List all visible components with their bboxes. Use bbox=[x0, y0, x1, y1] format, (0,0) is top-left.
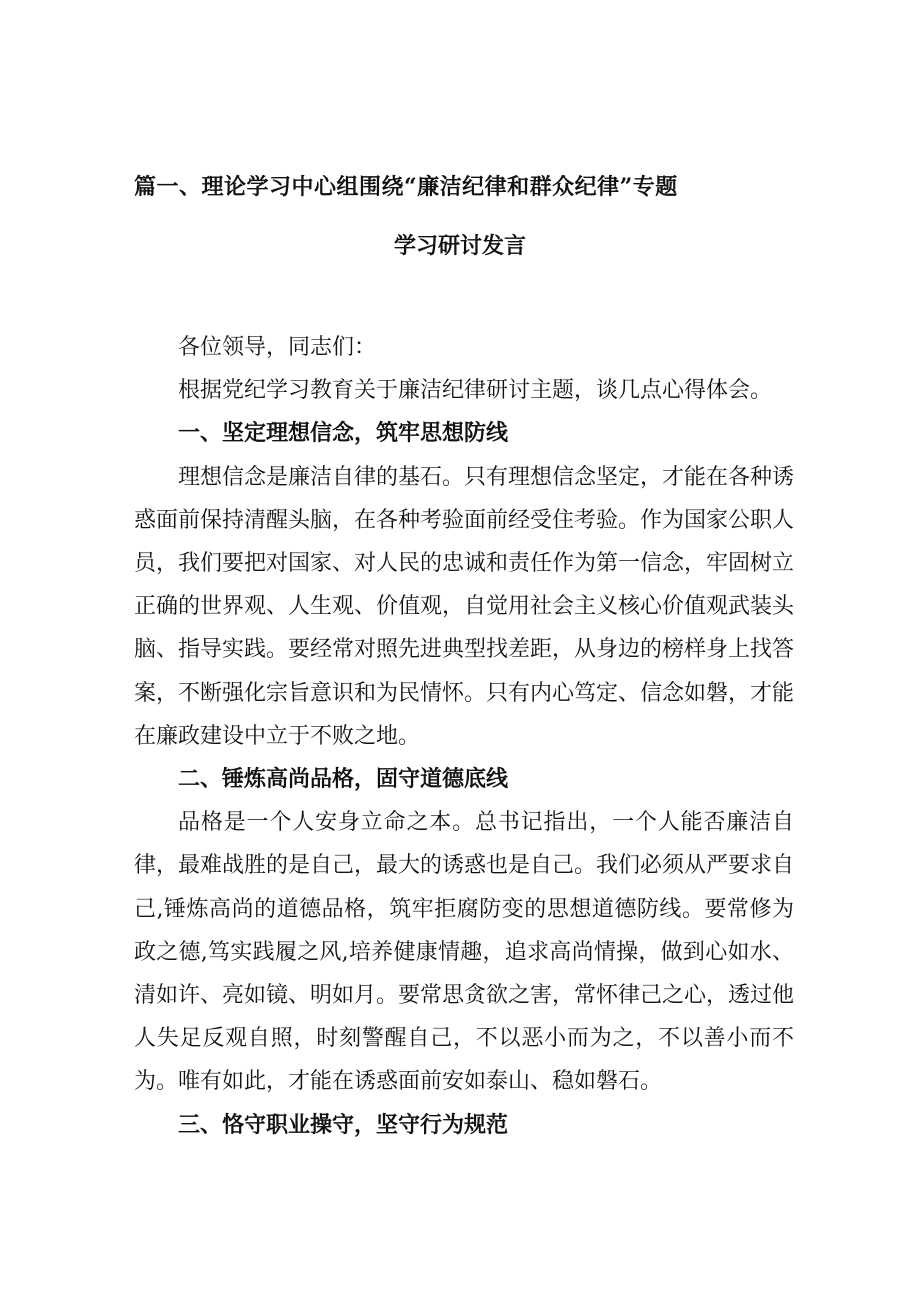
salutation: 各位领导，同志们： bbox=[178, 335, 377, 360]
intro-paragraph: 根据党纪学习教育关于廉洁纪律研讨主题，谈几点心得体会。 bbox=[178, 378, 773, 404]
section-paragraph-1: 理想信念是廉洁自律的基石。只有理想信念坚定，才能在各种诱惑面前保持清醒头脑，在各种考验面前经受住考验。作为国家公职人员，我们要把对国家、对人民的忠诚和责任作为第一信念，牢固树立正确的世界观、人生观、价值观，自觉用社会主义核心价值观武装头脑、指导实践。要经常对照先进典型找差距，从身边的榜样身上找答案，不断强化宗旨意识和为民情怀。只有内心笃定、信念如磐，才能在廉政建设中立于不败之地。 bbox=[134, 464, 795, 749]
document-title-line2: 学习研讨发言 bbox=[393, 233, 526, 259]
section-heading-2: 二、锤炼高尚品格，固守道德底线 bbox=[178, 766, 509, 793]
document-body bbox=[134, 326, 794, 1147]
document-title-line1: 篇一、理论学习中心组围绕“廉洁纪律和群众纪律”专题 bbox=[134, 174, 678, 200]
section-paragraph-2: 品格是一个人安身立命之本。总书记指出，一个人能否廉洁自律，最难战胜的是自己，最大的诱惑也是自己。我们必须从严要求自己,锤炼高尚的道德品格，筑牢拒腐防变的思想道德防线。要常修为政之德,笃实践履之风,培养健康情趣，追求高尚情操，做到心如水、清如许、亮如镜、明如月。要常思贪欲之害，常怀律己之心，透过他人失足反观自照，时刻警醒自己，不以恶小而为之，不以善小而不为。唯有如此，才能在诱惑面前安如泰山、稳如磐石。 bbox=[134, 810, 795, 1095]
section-heading-3: 三、恪守职业操守，坚守行为规范 bbox=[178, 1111, 509, 1138]
section-heading-1: 一、坚定理想信念，筑牢思想防线 bbox=[178, 420, 509, 447]
